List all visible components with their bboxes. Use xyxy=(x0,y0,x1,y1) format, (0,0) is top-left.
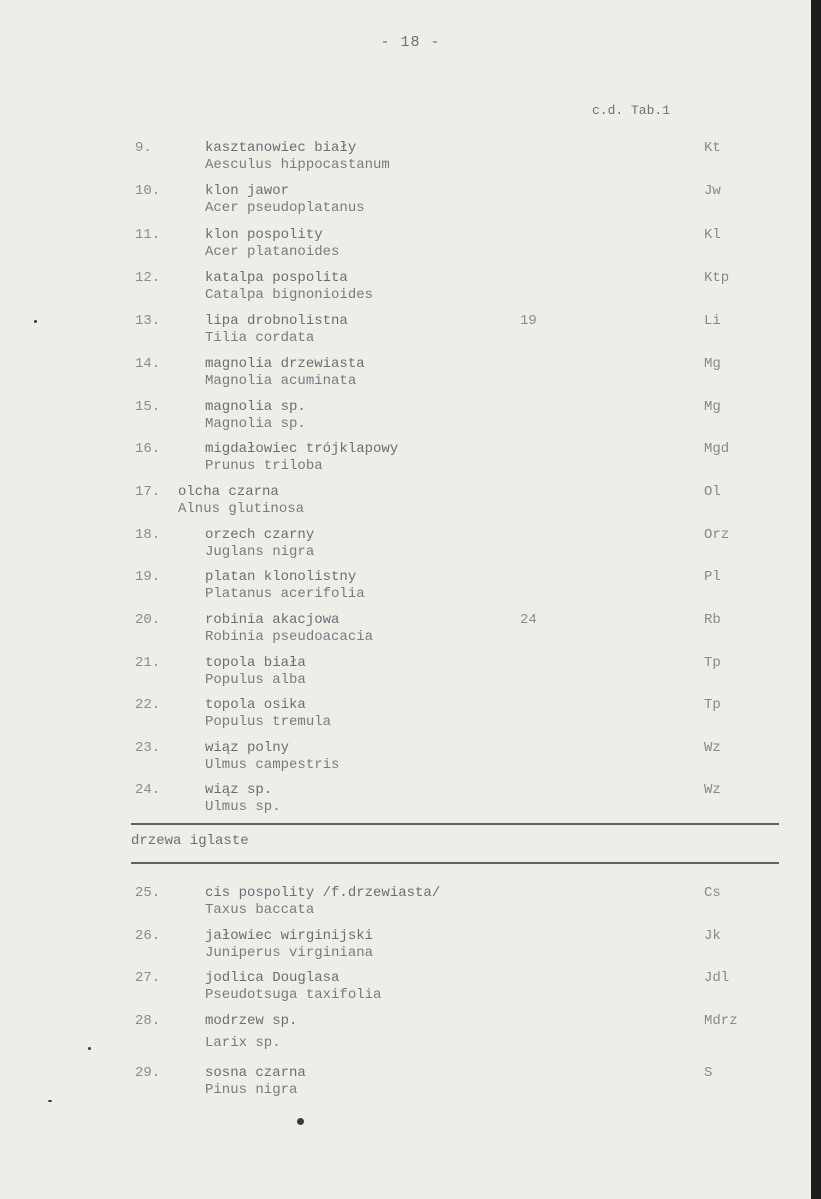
polish-name: migdałowiec trójklapowy xyxy=(205,441,399,457)
polish-name: robinia akacjowa xyxy=(205,612,340,628)
scan-speck xyxy=(297,1118,304,1125)
entry-number: 20. xyxy=(135,612,161,628)
latin-name: Tilia cordata xyxy=(205,330,315,346)
scan-speck xyxy=(34,320,37,323)
table-row xyxy=(0,484,821,524)
table-row xyxy=(0,227,821,267)
entry-number: 16. xyxy=(135,441,161,457)
latin-name: Alnus glutinosa xyxy=(178,501,305,517)
species-abbreviation: Ktp xyxy=(704,270,730,286)
table-row xyxy=(0,885,821,925)
latin-name: Pinus nigra xyxy=(205,1082,298,1098)
latin-name: Aesculus hippocastanum xyxy=(205,157,390,173)
latin-name: Platanus acerifolia xyxy=(205,586,365,602)
polish-name: olcha czarna xyxy=(178,484,279,500)
species-abbreviation: S xyxy=(704,1065,713,1081)
table-row xyxy=(0,740,821,780)
species-abbreviation: Pl xyxy=(704,569,721,585)
tree-count: 19 xyxy=(520,313,537,329)
table-row xyxy=(0,782,821,822)
section-divider-bottom xyxy=(131,862,779,864)
species-abbreviation: Jdl xyxy=(704,970,730,986)
entry-number: 13. xyxy=(135,313,161,329)
species-abbreviation: Wz xyxy=(704,740,721,756)
scan-speck xyxy=(48,1100,52,1102)
species-abbreviation: Rb xyxy=(704,612,721,628)
table-row xyxy=(0,655,821,695)
polish-name: jodlica Douglasa xyxy=(205,970,340,986)
latin-name: Populus tremula xyxy=(205,714,332,730)
species-abbreviation: Tp xyxy=(704,655,721,671)
section-heading: drzewa iglaste xyxy=(131,833,249,849)
polish-name: cis pospolity /f.drzewiasta/ xyxy=(205,885,441,901)
entry-number: 27. xyxy=(135,970,161,986)
table-row xyxy=(0,399,821,439)
scan-border xyxy=(811,0,821,1199)
species-abbreviation: Orz xyxy=(704,527,730,543)
latin-name: Larix sp. xyxy=(205,1035,281,1051)
latin-name: Magnolia sp. xyxy=(205,416,306,432)
entry-number: 14. xyxy=(135,356,161,372)
entry-number: 28. xyxy=(135,1013,161,1029)
entry-number: 12. xyxy=(135,270,161,286)
polish-name: magnolia drzewiasta xyxy=(205,356,365,372)
latin-name: Pseudotsuga taxifolia xyxy=(205,987,382,1003)
table-continuation-label: c.d. Tab.1 xyxy=(592,103,671,118)
latin-name: Robinia pseudoacacia xyxy=(205,629,374,645)
table-row xyxy=(0,612,821,652)
species-abbreviation: Cs xyxy=(704,885,721,901)
species-abbreviation: Mdrz xyxy=(704,1013,738,1029)
entry-number: 25. xyxy=(135,885,161,901)
entry-number: 19. xyxy=(135,569,161,585)
table-row xyxy=(0,527,821,567)
entry-number: 23. xyxy=(135,740,161,756)
table-row xyxy=(0,569,821,609)
tree-count: 24 xyxy=(520,612,537,628)
species-abbreviation: Mgd xyxy=(704,441,730,457)
latin-name: Acer pseudoplatanus xyxy=(205,200,365,216)
polish-name: klon jawor xyxy=(205,183,290,199)
entry-number: 24. xyxy=(135,782,161,798)
table-row xyxy=(0,697,821,737)
entry-number: 17. xyxy=(135,484,161,500)
polish-name: platan klonolistny xyxy=(205,569,357,585)
species-abbreviation: Kl xyxy=(704,227,721,243)
entry-number: 18. xyxy=(135,527,161,543)
species-abbreviation: Kt xyxy=(704,140,721,156)
scan-speck xyxy=(88,1047,91,1050)
latin-name: Acer platanoides xyxy=(205,244,340,260)
species-abbreviation: Jk xyxy=(704,928,721,944)
section-divider-top xyxy=(131,823,779,825)
polish-name: klon pospolity xyxy=(205,227,323,243)
latin-name: Populus alba xyxy=(205,672,306,688)
species-abbreviation: Wz xyxy=(704,782,721,798)
polish-name: magnolia sp. xyxy=(205,399,306,415)
polish-name: topola biała xyxy=(205,655,306,671)
polish-name: kasztanowiec biały xyxy=(205,140,357,156)
table-row xyxy=(0,441,821,481)
entry-number: 29. xyxy=(135,1065,161,1081)
table-row xyxy=(0,970,821,1010)
table-row xyxy=(0,313,821,353)
table-row xyxy=(0,1065,821,1105)
species-abbreviation: Ol xyxy=(704,484,721,500)
polish-name: modrzew sp. xyxy=(205,1013,298,1029)
latin-name: Juglans nigra xyxy=(205,544,315,560)
page-number: - 18 - xyxy=(380,34,441,51)
species-abbreviation: Mg xyxy=(704,356,721,372)
species-abbreviation: Jw xyxy=(704,183,721,199)
entry-number: 11. xyxy=(135,227,161,243)
table-row xyxy=(0,183,821,223)
polish-name: wiąz polny xyxy=(205,740,290,756)
table-row xyxy=(0,270,821,310)
polish-name: lipa drobnolistna xyxy=(205,313,348,329)
latin-name: Ulmus campestris xyxy=(205,757,340,773)
latin-name: Juniperus virginiana xyxy=(205,945,374,961)
species-abbreviation: Li xyxy=(704,313,721,329)
polish-name: katalpa pospolita xyxy=(205,270,348,286)
entry-number: 21. xyxy=(135,655,161,671)
polish-name: topola osika xyxy=(205,697,306,713)
polish-name: orzech czarny xyxy=(205,527,315,543)
table-row xyxy=(0,1013,821,1053)
table-row xyxy=(0,928,821,968)
species-abbreviation: Tp xyxy=(704,697,721,713)
polish-name: sosna czarna xyxy=(205,1065,306,1081)
species-abbreviation: Mg xyxy=(704,399,721,415)
latin-name: Catalpa bignonioides xyxy=(205,287,374,303)
latin-name: Ulmus sp. xyxy=(205,799,281,815)
entry-number: 10. xyxy=(135,183,161,199)
table-row xyxy=(0,140,821,180)
latin-name: Prunus triloba xyxy=(205,458,323,474)
entry-number: 9. xyxy=(135,140,152,156)
polish-name: jałowiec wirginijski xyxy=(205,928,374,944)
polish-name: wiąz sp. xyxy=(205,782,273,798)
latin-name: Magnolia acuminata xyxy=(205,373,357,389)
table-row xyxy=(0,356,821,396)
entry-number: 15. xyxy=(135,399,161,415)
entry-number: 22. xyxy=(135,697,161,713)
latin-name: Taxus baccata xyxy=(205,902,315,918)
entry-number: 26. xyxy=(135,928,161,944)
